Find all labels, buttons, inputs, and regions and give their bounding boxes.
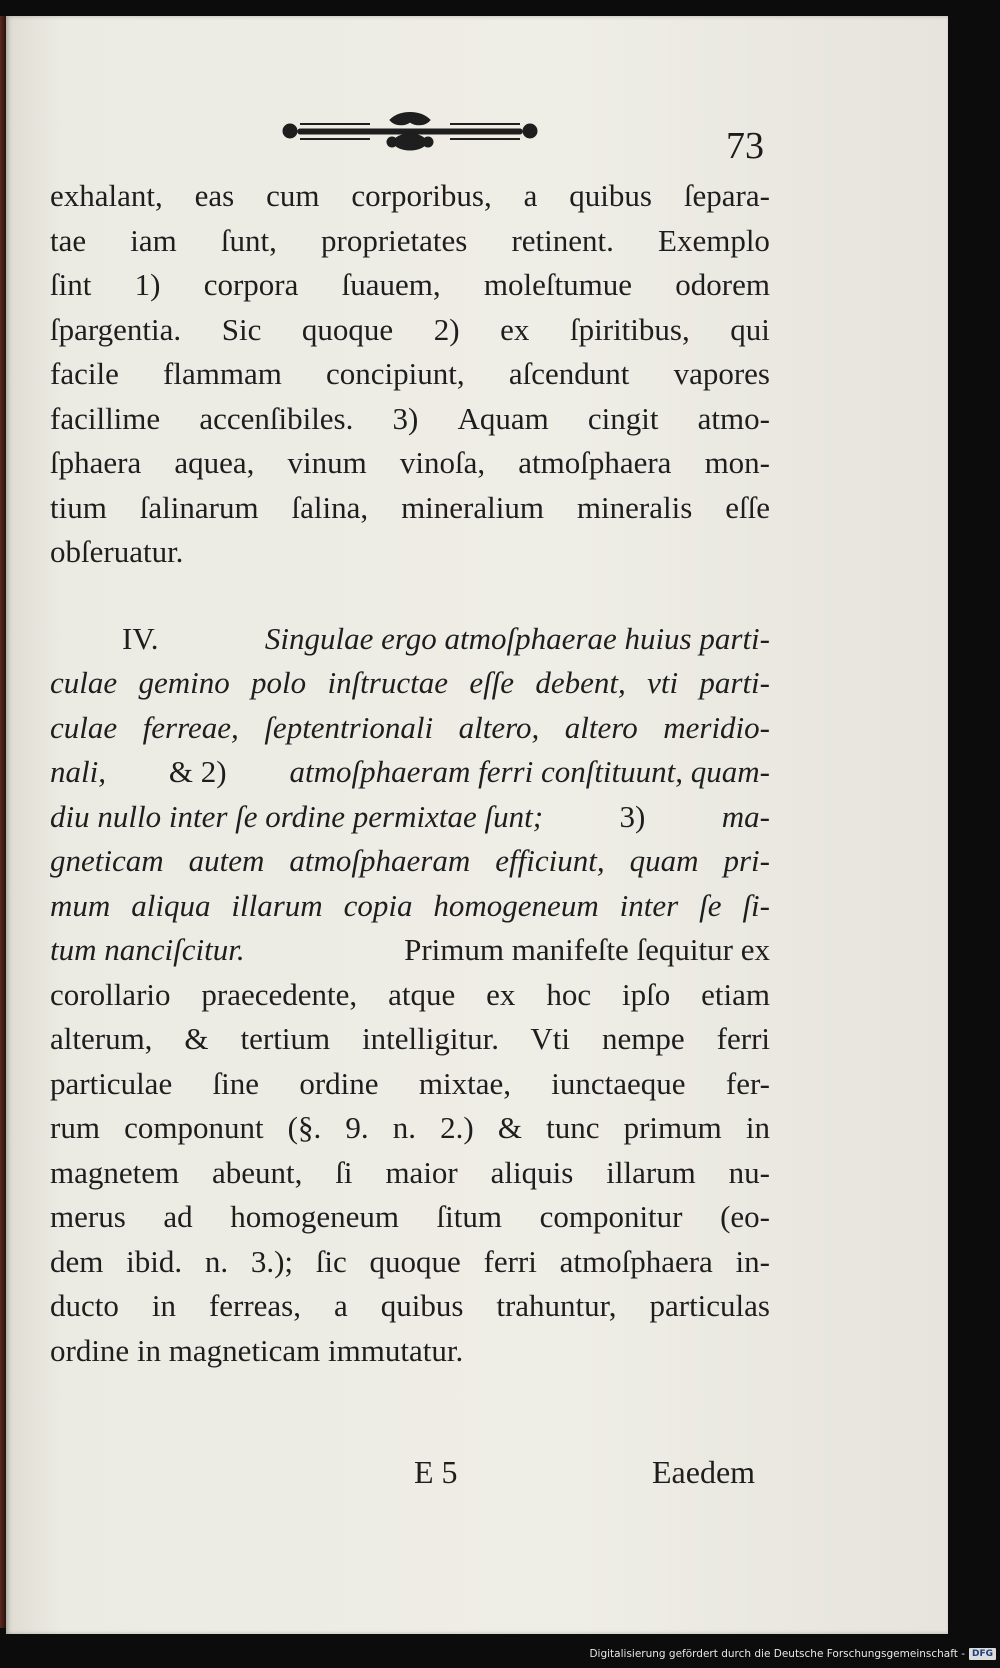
roman-segment: corollario praecedente, atque ex hoc ipſo etiam xyxy=(50,976,770,1012)
word: corporibus, xyxy=(351,178,492,213)
roman-segment: particulae ſine ordine mixtae, iunctaeque fer- xyxy=(50,1065,770,1101)
text-line xyxy=(50,1106,770,1151)
roman-segment: rum componunt (§. 9. n. 2.) & tunc primum in xyxy=(50,1110,770,1145)
roman-segment: IV. xyxy=(122,620,159,656)
italic-segment: mum aliqua illarum copia homogeneum inter ſe ſi- xyxy=(50,887,770,923)
word: retinent. xyxy=(511,222,614,258)
word: mineralium xyxy=(401,489,544,525)
text-line xyxy=(50,530,770,575)
word: cum xyxy=(266,178,320,213)
text-line xyxy=(50,308,770,353)
word: ſepara- xyxy=(683,178,770,213)
word: iam xyxy=(130,222,177,258)
text-line xyxy=(50,884,770,929)
word: ſuauem, xyxy=(341,267,441,302)
word: vinoſa, xyxy=(399,445,486,480)
page-number: 73 xyxy=(726,125,764,167)
text-line xyxy=(50,219,770,264)
roman-segment: 3) xyxy=(619,798,646,834)
word: eſſe xyxy=(725,489,770,525)
word: obſeruatur. xyxy=(50,534,184,569)
roman-segment: Primum manifeſte ſequitur ex xyxy=(404,932,770,967)
text-line xyxy=(50,263,770,308)
word: tae xyxy=(50,222,87,258)
text-line xyxy=(50,973,770,1018)
text-line xyxy=(50,661,770,706)
roman-segment: ordine in magneticam immutatur. xyxy=(50,1332,464,1368)
word: ſint xyxy=(50,267,92,302)
word: eas xyxy=(194,178,235,213)
word: atmo- xyxy=(697,400,770,436)
word: ſalina, xyxy=(291,489,369,525)
text-line xyxy=(50,706,770,751)
catchword: Eaedem xyxy=(652,1454,756,1490)
signature-mark: E 5 xyxy=(414,1454,458,1490)
text-line xyxy=(50,839,770,884)
word: mon- xyxy=(704,445,770,480)
text-line xyxy=(50,397,770,442)
dfg-logo: DFG xyxy=(969,1648,996,1660)
word: ſphaera xyxy=(50,445,142,480)
word: tium xyxy=(50,489,107,525)
word: Aquam xyxy=(457,400,549,436)
text-line xyxy=(50,1062,770,1107)
roman-segment: ducto in ferreas, a quibus trahuntur, particulas xyxy=(50,1288,770,1323)
italic-segment: Singulae ergo atmoſphaerae huius parti- xyxy=(264,620,770,656)
word: 2) xyxy=(433,311,460,347)
roman-segment: & 2) xyxy=(168,754,227,789)
word: Sic xyxy=(221,311,262,347)
text-line xyxy=(50,1151,770,1196)
word: concipiunt, xyxy=(326,356,465,391)
text-line xyxy=(50,441,770,486)
text-line xyxy=(50,795,770,840)
word: exhalant, xyxy=(50,178,163,213)
word: 1) xyxy=(134,267,161,302)
roman-segment: alterum, & tertium intelligitur. Vti nempe ferri xyxy=(50,1021,770,1056)
text-line xyxy=(50,486,770,531)
text-line xyxy=(50,1240,770,1285)
word: cingit xyxy=(587,400,659,436)
word: aquea, xyxy=(174,445,255,480)
word: facillime xyxy=(50,400,161,436)
italic-segment: atmoſphaeram ferri conſtituunt, quam- xyxy=(289,754,770,789)
word: qui xyxy=(730,311,770,347)
word: odorem xyxy=(675,267,770,302)
word: Exemplo xyxy=(658,222,770,258)
word: corpora xyxy=(203,267,299,302)
word: vapores xyxy=(673,356,770,391)
word: quoque xyxy=(301,311,394,347)
word: moleſtumue xyxy=(483,267,632,302)
roman-segment: magnetem abeunt, ſi maior aliquis illarum nu- xyxy=(50,1154,770,1190)
paragraph-gap xyxy=(50,575,770,617)
roman-segment: dem ibid. n. 3.); ſic quoque ferri atmoſphaera in- xyxy=(50,1243,770,1279)
text-line xyxy=(50,1195,770,1240)
body-text xyxy=(50,174,770,1373)
word: facile xyxy=(50,356,119,391)
word: accenſibiles. xyxy=(199,400,354,436)
text-line xyxy=(50,352,770,397)
word: ſunt, xyxy=(220,222,277,258)
text-line xyxy=(50,617,770,662)
text-line xyxy=(50,174,770,219)
italic-segment: culae ferreae, ſeptentrionali altero, altero meridio- xyxy=(50,709,770,745)
word: quibus xyxy=(569,178,652,213)
word: aſcendunt xyxy=(508,356,630,391)
italic-segment: ma- xyxy=(721,798,770,834)
word: ſalinarum xyxy=(139,489,259,525)
word: vinum xyxy=(287,445,367,480)
word: flammam xyxy=(163,356,282,391)
italic-segment: tum nanciſcitur. xyxy=(50,932,245,967)
italic-segment: nali, xyxy=(50,754,106,789)
word: a xyxy=(523,178,538,213)
word: ſpiritibus, xyxy=(570,311,690,347)
word: ſpargentia. xyxy=(50,311,182,347)
roman-segment: merus ad homogeneum ſitum componitur (eo- xyxy=(50,1199,770,1234)
credit-text: Digitalisierung gefördert durch die Deutsche Forschungsgemeinschaft - xyxy=(589,1648,965,1660)
word: mineralis xyxy=(576,489,693,525)
word: 3) xyxy=(392,400,419,436)
text-line xyxy=(50,928,770,973)
paragraph-2 xyxy=(50,617,770,1374)
italic-segment: gneticam autem atmoſphaeram efficiunt, quam pri- xyxy=(50,843,770,878)
paragraph-1 xyxy=(50,174,770,575)
word: proprietates xyxy=(321,222,468,258)
headpiece-ornament-icon xyxy=(280,112,540,152)
text-line xyxy=(50,1329,770,1374)
digitization-credit xyxy=(589,1646,996,1662)
text-line xyxy=(50,1284,770,1329)
text-line xyxy=(50,1017,770,1062)
word: atmoſphaera xyxy=(518,445,672,480)
word: ex xyxy=(500,311,530,347)
book-page xyxy=(6,16,948,1634)
italic-segment: culae gemino polo inſtructae eſſe debent, vti parti- xyxy=(50,665,770,700)
text-line xyxy=(50,750,770,795)
italic-segment: diu nullo inter ſe ordine permixtae ſunt; xyxy=(50,798,544,834)
